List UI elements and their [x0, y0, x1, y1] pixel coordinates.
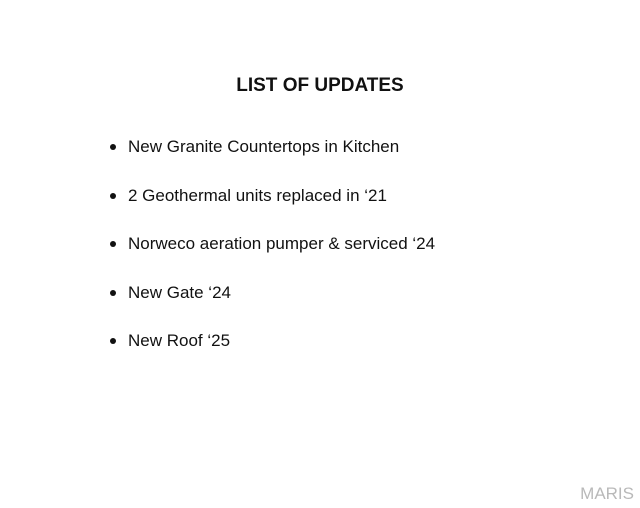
- list-item: [110, 135, 435, 184]
- updates-list: [110, 135, 435, 378]
- list-item: [110, 281, 435, 330]
- list-item-text: New Granite Countertops in Kitchen: [128, 137, 400, 156]
- list-item: [110, 232, 435, 281]
- list-item-text: New Gate ‘24: [128, 282, 231, 302]
- list-item-text: 2 Geothermal units replaced in ‘21: [128, 185, 387, 205]
- watermark-text: MARIS: [580, 484, 634, 503]
- list-item: [110, 184, 435, 233]
- bullet-icon: [110, 193, 116, 199]
- bullet-icon: [110, 241, 116, 247]
- bullet-icon: [110, 144, 116, 150]
- bullet-icon: [110, 290, 116, 296]
- page-title: LIST OF UPDATES: [236, 75, 404, 96]
- bullet-icon: [110, 338, 116, 344]
- list-item-text: Norweco aeration pumper & serviced ‘24: [128, 234, 436, 253]
- list-item: [110, 329, 435, 378]
- list-item-text: New Roof ‘25: [128, 331, 231, 350]
